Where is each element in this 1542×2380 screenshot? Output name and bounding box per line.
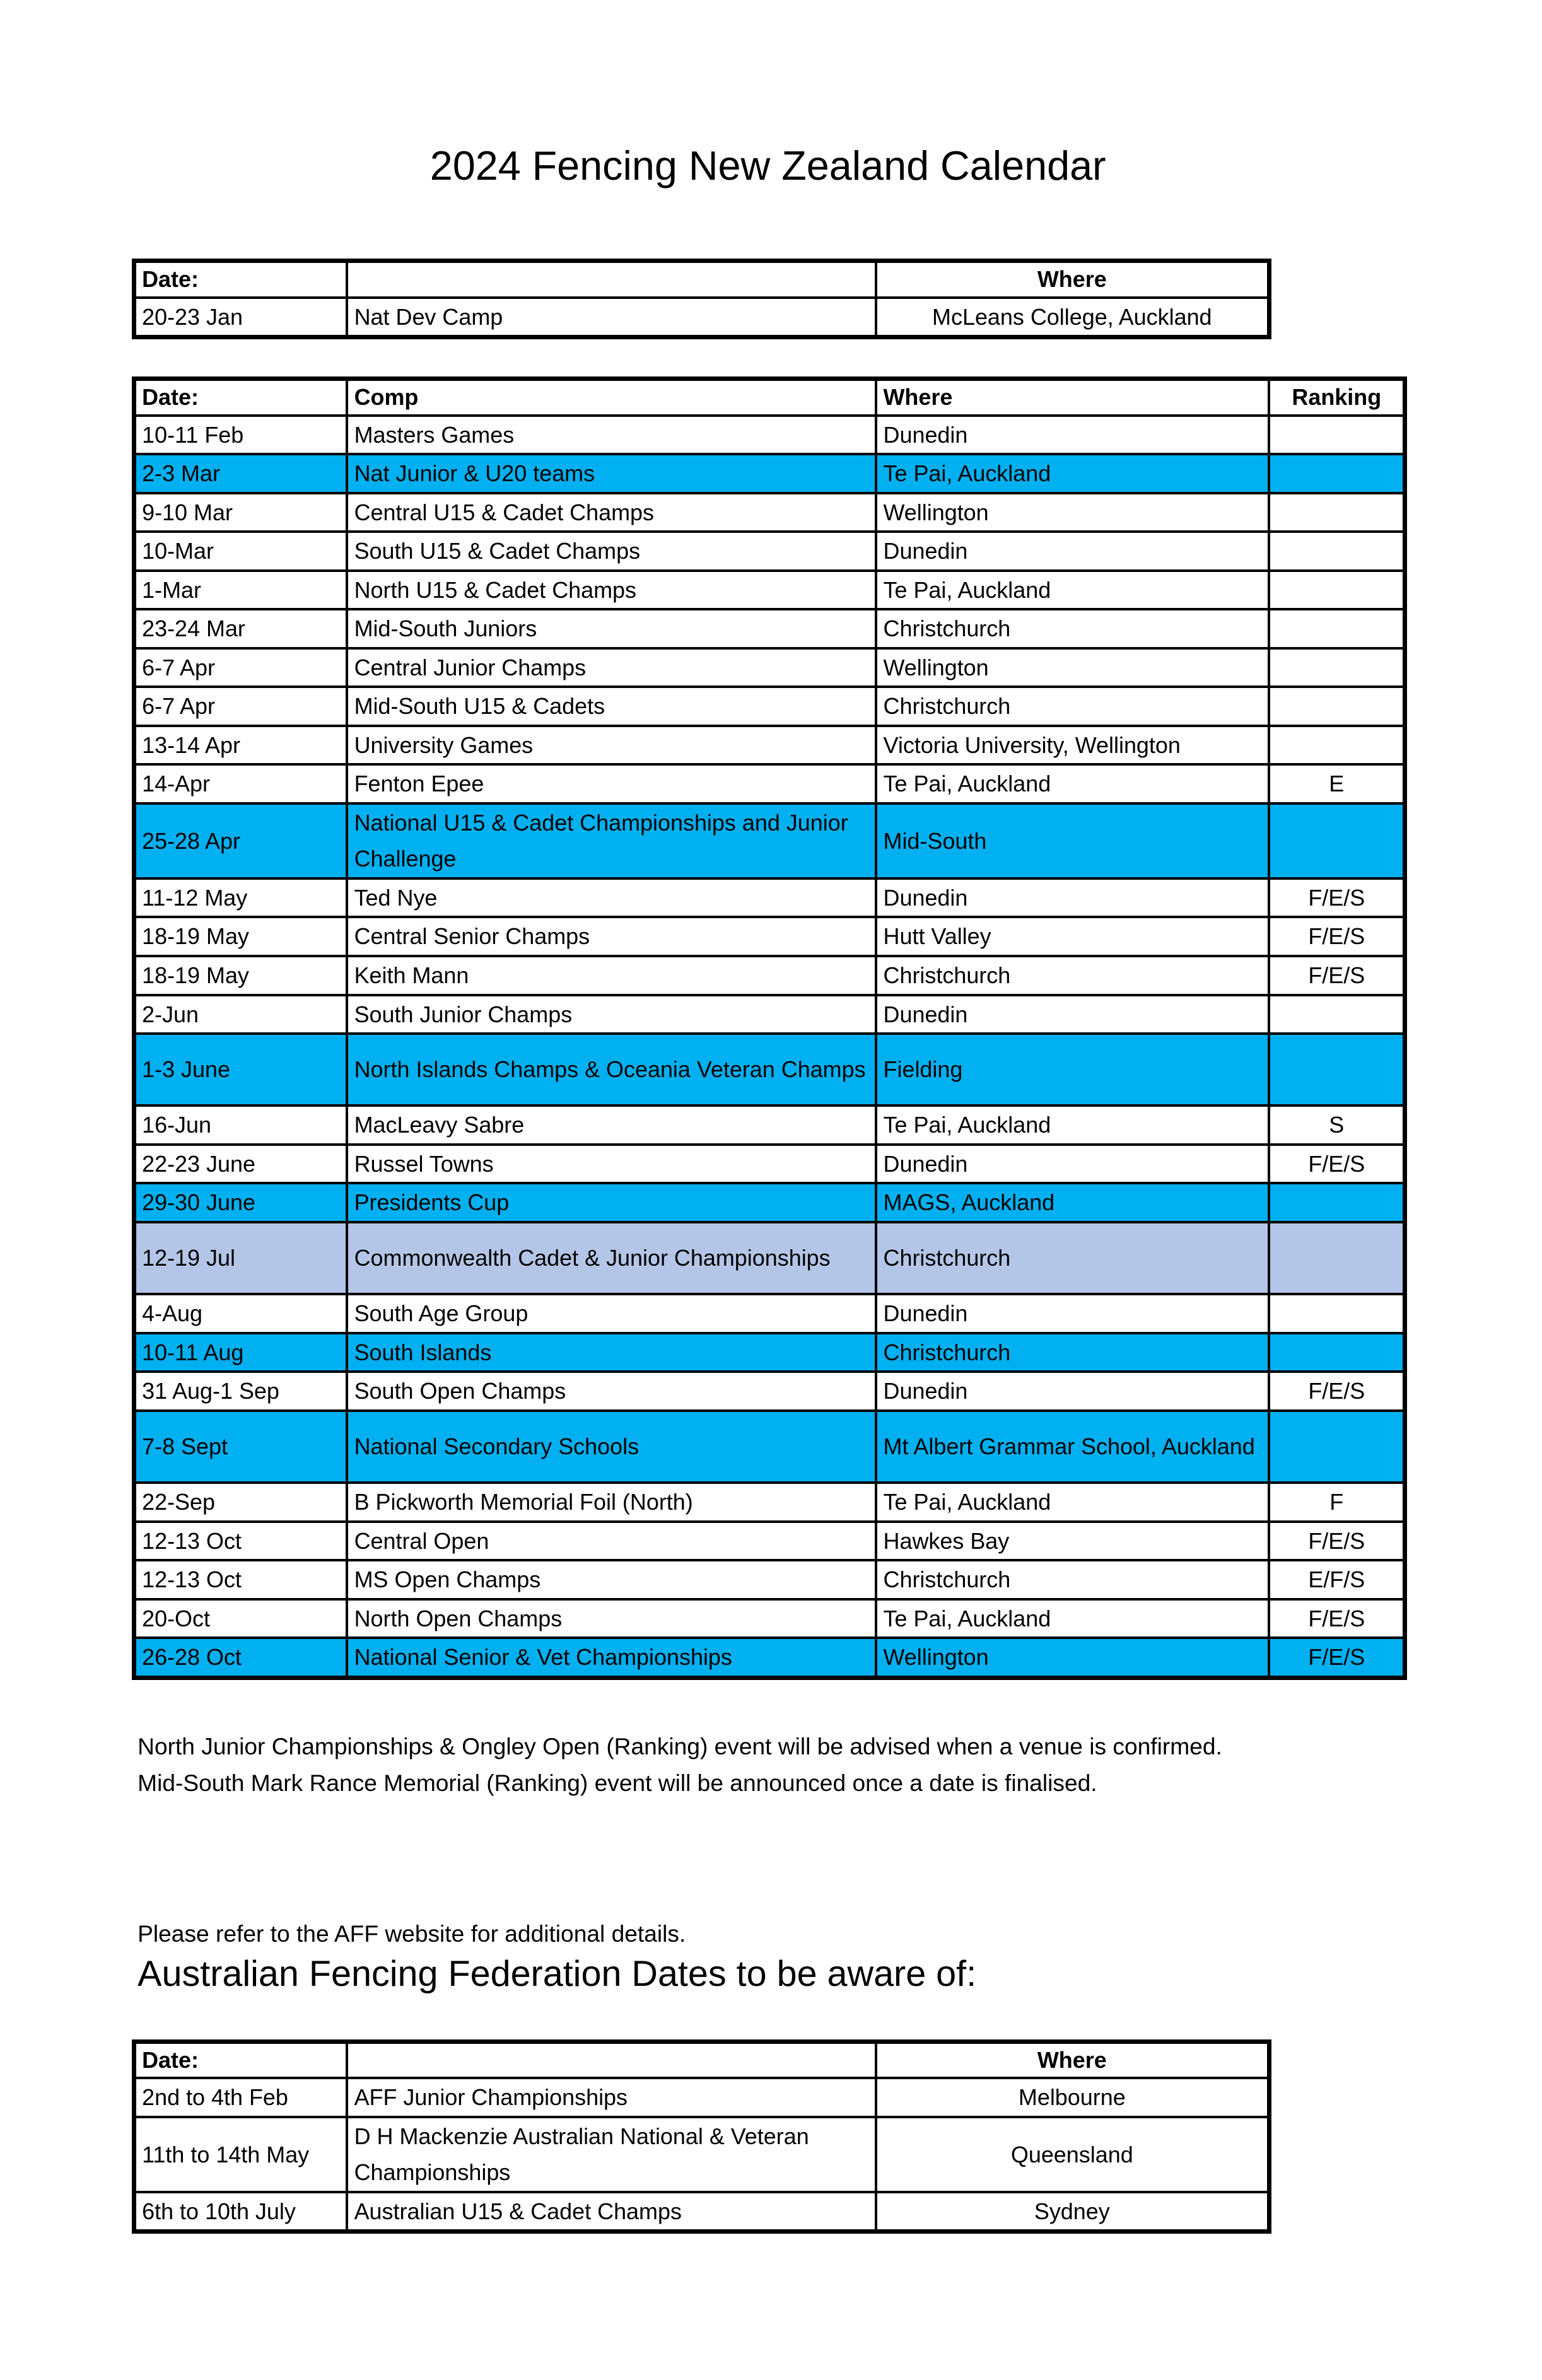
- cell-date: 29-30 June: [134, 1183, 347, 1222]
- cell-where: Te Pai, Auckland: [876, 571, 1269, 610]
- cell-ranking: [1269, 726, 1405, 765]
- header-ranking: Ranking: [1269, 378, 1405, 415]
- cell-event: Nat Dev Camp: [347, 298, 876, 337]
- cell-date: 2nd to 4th Feb: [134, 2078, 347, 2117]
- cell-date: 23-24 Mar: [134, 609, 347, 648]
- cell-date: 10-11 Feb: [134, 416, 347, 455]
- cell-ranking: F/E/S: [1269, 878, 1405, 918]
- cell-event: Australian U15 & Cadet Champs: [347, 2192, 876, 2232]
- aff-heading: Australian Fencing Federation Dates to be aware of:: [137, 1953, 977, 1994]
- cell-where: Te Pai, Auckland: [876, 764, 1269, 803]
- cell-date: 11-12 May: [134, 878, 347, 918]
- cell-comp: South Open Champs: [347, 1372, 876, 1411]
- cell-comp: B Pickworth Memorial Foil (North): [347, 1483, 876, 1522]
- cell-ranking: E: [1269, 764, 1405, 803]
- cell-date: 9-10 Mar: [134, 493, 347, 532]
- cell-ranking: [1269, 1333, 1405, 1372]
- cell-where: Queensland: [876, 2117, 1269, 2192]
- page-title: 2024 Fencing New Zealand Calendar: [429, 143, 1106, 189]
- table-row: [134, 1145, 1405, 1184]
- table-row: [134, 1638, 1405, 1677]
- cell-date: 18-19 May: [134, 956, 347, 995]
- cell-date: 10-Mar: [134, 532, 347, 571]
- cell-ranking: [1269, 1411, 1405, 1483]
- cell-date: 22-Sep: [134, 1483, 347, 1522]
- cell-comp: South Islands: [347, 1333, 876, 1372]
- cell-where: Wellington: [876, 493, 1269, 532]
- cell-ranking: F/E/S: [1269, 1522, 1405, 1561]
- cell-comp: Central Junior Champs: [347, 648, 876, 687]
- cell-where: Wellington: [876, 1638, 1269, 1677]
- cell-comp: MacLeavy Sabre: [347, 1105, 876, 1145]
- table-row: [134, 1183, 1405, 1222]
- cell-comp: National Secondary Schools: [347, 1411, 876, 1483]
- cell-comp: South U15 & Cadet Champs: [347, 532, 876, 571]
- table-row: [134, 1034, 1405, 1105]
- cell-where: Dunedin: [876, 416, 1269, 455]
- cell-ranking: [1269, 1294, 1405, 1333]
- cell-comp: Mid-South Juniors: [347, 609, 876, 648]
- cell-ranking: [1269, 995, 1405, 1034]
- cell-ranking: F/E/S: [1269, 1638, 1405, 1677]
- table-row: [134, 1411, 1405, 1483]
- cell-ranking: [1269, 803, 1405, 878]
- cell-comp: National Senior & Vet Championships: [347, 1638, 876, 1677]
- table-row: [134, 1294, 1405, 1333]
- cell-comp: Central U15 & Cadet Champs: [347, 493, 876, 532]
- cell-where: McLeans College, Auckland: [876, 298, 1269, 337]
- cell-event: AFF Junior Championships: [347, 2078, 876, 2117]
- table-row: [134, 1599, 1405, 1638]
- table-row: [134, 995, 1405, 1034]
- cell-comp: Russel Towns: [347, 1145, 876, 1184]
- cell-where: Hawkes Bay: [876, 1522, 1269, 1561]
- cell-date: 14-Apr: [134, 764, 347, 803]
- note-aff-reference: Please refer to the AFF website for additional details.: [137, 1920, 686, 1947]
- cell-ranking: [1269, 1222, 1405, 1294]
- cell-comp: Commonwealth Cadet & Junior Championships: [347, 1222, 876, 1294]
- header-event: [347, 2041, 876, 2078]
- cell-date: 20-Oct: [134, 1599, 347, 1638]
- cell-ranking: [1269, 1034, 1405, 1105]
- cell-comp: North Islands Champs & Oceania Veteran Champs: [347, 1034, 876, 1105]
- cell-ranking: F/E/S: [1269, 956, 1405, 995]
- aff-table: [132, 2039, 1271, 2234]
- cell-where: Hutt Valley: [876, 917, 1269, 956]
- cell-comp: Central Senior Champs: [347, 917, 876, 956]
- cell-where: MAGS, Auckland: [876, 1183, 1269, 1222]
- table-row: [134, 764, 1405, 803]
- cell-ranking: F: [1269, 1483, 1405, 1522]
- table-row: [134, 1522, 1405, 1561]
- cell-date: 2-3 Mar: [134, 454, 347, 493]
- cell-where: Victoria University, Wellington: [876, 726, 1269, 765]
- cell-date: 16-Jun: [134, 1105, 347, 1145]
- notes: [137, 1728, 1256, 1802]
- cell-date: 6-7 Apr: [134, 648, 347, 687]
- table-row: [134, 2192, 1269, 2232]
- note-mid-south: Mid-South Mark Rance Memorial (Ranking) event will be announced once a date is finalised.: [137, 1770, 1097, 1797]
- cell-date: 20-23 Jan: [134, 298, 347, 337]
- table-row: [134, 726, 1405, 765]
- cell-ranking: [1269, 571, 1405, 610]
- table-row: [134, 803, 1405, 878]
- cell-where: Dunedin: [876, 878, 1269, 918]
- cell-date: 12-13 Oct: [134, 1522, 347, 1561]
- cell-where: Melbourne: [876, 2078, 1269, 2117]
- header-date: Date:: [134, 260, 347, 297]
- cell-event: D H Mackenzie Australian National & Veteran Championships: [347, 2117, 876, 2192]
- table-row: [134, 878, 1405, 918]
- cell-where: Christchurch: [876, 687, 1269, 726]
- table-row: [134, 687, 1405, 726]
- header-date: Date:: [134, 2041, 347, 2078]
- cell-comp: University Games: [347, 726, 876, 765]
- table-row: [134, 1333, 1405, 1372]
- cell-date: 18-19 May: [134, 917, 347, 956]
- table-header-row: [134, 2041, 1269, 2078]
- cell-date: 4-Aug: [134, 1294, 347, 1333]
- table-row: [134, 1560, 1405, 1599]
- cell-date: 6th to 10th July: [134, 2192, 347, 2232]
- cell-comp: Mid-South U15 & Cadets: [347, 687, 876, 726]
- cell-comp: South Junior Champs: [347, 995, 876, 1034]
- cell-where: Christchurch: [876, 1222, 1269, 1294]
- table-row: [134, 532, 1405, 571]
- cell-date: 26-28 Oct: [134, 1638, 347, 1677]
- cell-ranking: F/E/S: [1269, 1372, 1405, 1411]
- cell-comp: Nat Junior & U20 teams: [347, 454, 876, 493]
- table-row: [134, 609, 1405, 648]
- cell-where: Christchurch: [876, 956, 1269, 995]
- header-where: Where: [876, 2041, 1269, 2078]
- cell-date: 12-19 Jul: [134, 1222, 347, 1294]
- table-row: [134, 298, 1269, 337]
- cell-ranking: [1269, 609, 1405, 648]
- note-north-junior: North Junior Championships & Ongley Open (Ranking) event will be advised when a venue is confirmed.: [137, 1732, 1222, 1759]
- cell-where: Sydney: [876, 2192, 1269, 2232]
- cell-ranking: F/E/S: [1269, 1599, 1405, 1638]
- table-row: [134, 1372, 1405, 1411]
- table-row: [134, 1483, 1405, 1522]
- cell-ranking: [1269, 532, 1405, 571]
- cell-date: 31 Aug-1 Sep: [134, 1372, 347, 1411]
- cell-where: Fielding: [876, 1034, 1269, 1105]
- cell-where: Te Pai, Auckland: [876, 454, 1269, 493]
- table-row: [134, 416, 1405, 455]
- cell-ranking: [1269, 493, 1405, 532]
- header-comp: Comp: [347, 378, 876, 415]
- cell-date: 1-3 June: [134, 1034, 347, 1105]
- cell-comp: Fenton Epee: [347, 764, 876, 803]
- table-row: [134, 571, 1405, 610]
- table-row: [134, 956, 1405, 995]
- cell-where: Te Pai, Auckland: [876, 1599, 1269, 1638]
- cell-where: Dunedin: [876, 995, 1269, 1034]
- cell-where: Dunedin: [876, 1372, 1269, 1411]
- cell-date: 11th to 14th May: [134, 2117, 347, 2192]
- cell-date: 1-Mar: [134, 571, 347, 610]
- cell-comp: North Open Champs: [347, 1599, 876, 1638]
- header-event: [347, 260, 876, 297]
- cell-ranking: F/E/S: [1269, 917, 1405, 956]
- cell-comp: Keith Mann: [347, 956, 876, 995]
- cell-comp: South Age Group: [347, 1294, 876, 1333]
- cell-ranking: [1269, 454, 1405, 493]
- cell-ranking: E/F/S: [1269, 1560, 1405, 1599]
- table-row: [134, 648, 1405, 687]
- table-row: [134, 2078, 1269, 2117]
- cell-ranking: [1269, 1183, 1405, 1222]
- cell-where: Dunedin: [876, 532, 1269, 571]
- cell-date: 6-7 Apr: [134, 687, 347, 726]
- table-row: [134, 1222, 1405, 1294]
- cell-date: 25-28 Apr: [134, 803, 347, 878]
- header-where: Where: [876, 378, 1269, 415]
- table-row: [134, 454, 1405, 493]
- cell-where: Mt Albert Grammar School, Auckland: [876, 1411, 1269, 1483]
- cell-comp: National U15 & Cadet Championships and Junior Challenge: [347, 803, 876, 878]
- cell-where: Te Pai, Auckland: [876, 1105, 1269, 1145]
- cell-ranking: [1269, 687, 1405, 726]
- table-row: [134, 917, 1405, 956]
- cell-where: Christchurch: [876, 1560, 1269, 1599]
- cell-where: Dunedin: [876, 1145, 1269, 1184]
- cell-comp: MS Open Champs: [347, 1560, 876, 1599]
- cell-date: 2-Jun: [134, 995, 347, 1034]
- cell-ranking: [1269, 416, 1405, 455]
- cell-comp: Masters Games: [347, 416, 876, 455]
- cell-comp: Ted Nye: [347, 878, 876, 918]
- table-row: [134, 2117, 1269, 2192]
- table-row: [134, 1105, 1405, 1145]
- header-date: Date:: [134, 378, 347, 415]
- cell-ranking: F/E/S: [1269, 1145, 1405, 1184]
- cell-where: Christchurch: [876, 609, 1269, 648]
- cell-date: 7-8 Sept: [134, 1411, 347, 1483]
- cell-ranking: [1269, 648, 1405, 687]
- competition-table: [132, 376, 1408, 1680]
- table-header-row: [134, 378, 1405, 415]
- cell-where: Te Pai, Auckland: [876, 1483, 1269, 1522]
- table-header-row: [134, 260, 1269, 297]
- cell-where: Dunedin: [876, 1294, 1269, 1333]
- header-where: Where: [876, 260, 1269, 297]
- cell-date: 12-13 Oct: [134, 1560, 347, 1599]
- cell-comp: Presidents Cup: [347, 1183, 876, 1222]
- cell-where: Wellington: [876, 648, 1269, 687]
- cell-comp: Central Open: [347, 1522, 876, 1561]
- cell-ranking: S: [1269, 1105, 1405, 1145]
- cell-where: Christchurch: [876, 1333, 1269, 1372]
- cell-where: Mid-South: [876, 803, 1269, 878]
- cell-date: 10-11 Aug: [134, 1333, 347, 1372]
- camp-table: [132, 259, 1271, 339]
- cell-date: 22-23 June: [134, 1145, 347, 1184]
- table-row: [134, 493, 1405, 532]
- cell-comp: North U15 & Cadet Champs: [347, 571, 876, 610]
- cell-date: 13-14 Apr: [134, 726, 347, 765]
